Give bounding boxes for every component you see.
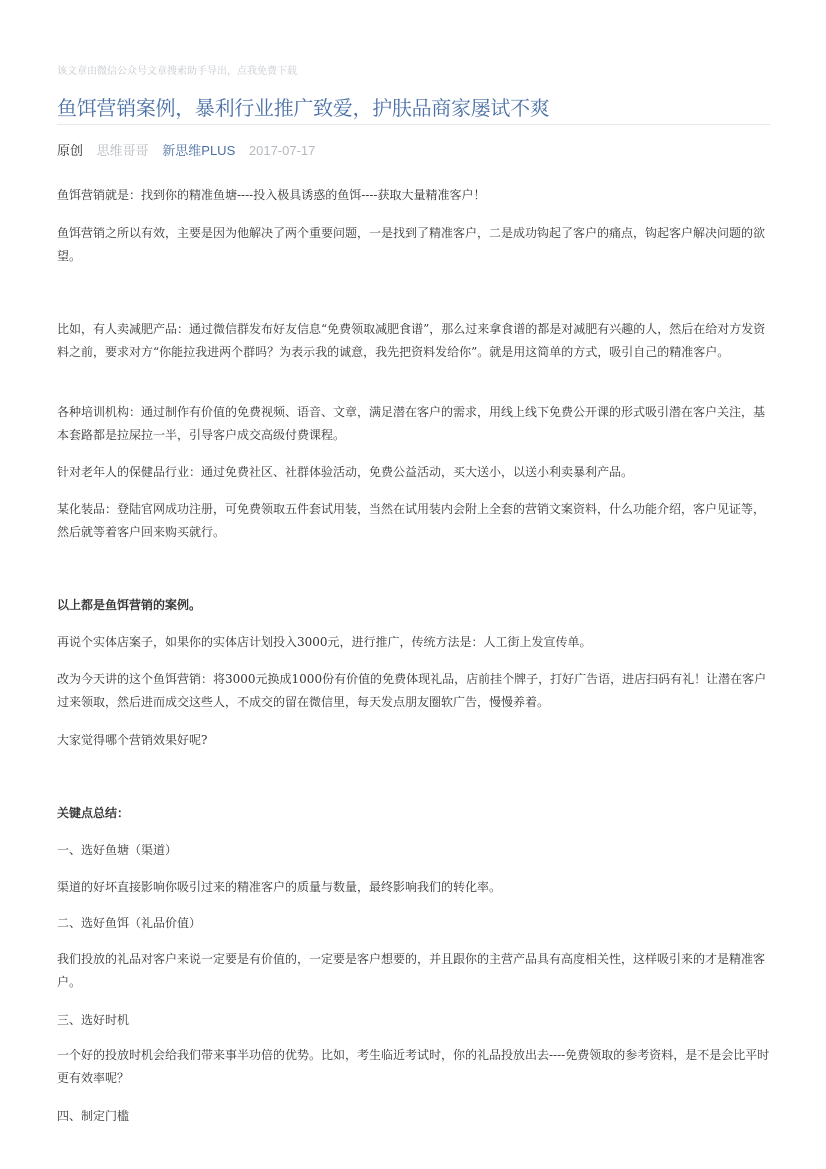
title-divider	[57, 124, 770, 125]
publish-date: 2017-07-17	[248, 143, 316, 158]
paragraph: 针对老年人的保健品行业：通过免费社区、社群体验活动，免费公益活动，买大送小，以送小利卖暴利产品。	[57, 465, 634, 479]
list-heading: 二、选好鱼饵（礼品价值）	[57, 916, 202, 930]
list-heading: 三、选好时机	[57, 1013, 130, 1027]
paragraph: 鱼饵营销就是：找到你的精准鱼塘----投入极具诱惑的鱼饵----获取大量精准客户！	[57, 188, 486, 202]
paragraph: 比如，有人卖减肥产品：通过微信群发布好友信息“免费领取减肥食谱”，那么过来拿食谱的都是对减肥有兴趣的人，然后在给对方发资料之前，要求对方“你能拉我进两个群吗？为表示我的诚意，我先把资料发给你”。就是用这简单的方式，吸引自己的精准客户。	[57, 322, 766, 359]
paragraph: 渠道的好坏直接影响你吸引过来的精准客户的质量与数量，最终影响我们的转化率。	[57, 880, 502, 894]
paragraph: 再说个实体店案子，如果你的实体店计划投入3000元，进行推广，传统方法是：人工街上发宣传单。	[57, 635, 592, 649]
section-heading: 以上都是鱼饵营销的案例。	[57, 598, 202, 612]
original-tag: 原创	[57, 143, 84, 158]
section-heading: 关键点总结：	[57, 806, 130, 820]
article-meta	[57, 140, 325, 159]
list-heading: 四、制定门槛	[57, 1109, 130, 1123]
paragraph: 大家觉得哪个营销效果好呢?	[57, 733, 208, 747]
paragraph: 各种培训机构：通过制作有价值的免费视频、语音、文章，满足潜在客户的需求，用线上线下免费公开课的形式吸引潜在客户关注，基本套路都是拉屎拉一半，引导客户成交高级付费课程。	[57, 405, 766, 442]
article-title: 鱼饵营销案例，暴利行业推广致爱，护肤品商家屡试不爽	[57, 98, 550, 120]
list-heading: 一、选好鱼塘（渠道）	[57, 843, 178, 857]
paragraph: 鱼饵营销之所以有效，主要是因为他解决了两个重要问题，一是找到了精准客户，二是成功钩起了客户的痛点，钩起客户解决问题的欲望。	[57, 226, 766, 263]
paragraph: 一个好的投放时机会给我们带来事半功倍的优势。比如，考生临近考试时，你的礼品投放出去----免费领取的参考资料，是不是会比平时更有效率呢？	[57, 1048, 770, 1085]
export-notice-link[interactable]: 该文章由微信公众号文章搜索助手导出，点我免费下载	[57, 66, 297, 77]
author-name: 思维哥哥	[96, 143, 149, 158]
account-link[interactable]: 新思维PLUS	[162, 143, 236, 158]
paragraph: 我们投放的礼品对客户来说一定要是有价值的，一定要是客户想要的，并且跟你的主营产品具有高度相关性，这样吸引来的才是精准客户。	[57, 952, 766, 989]
paragraph: 改为今天讲的这个鱼饵营销：将3000元换成1000份有价值的免费体现礼品，店前挂个牌子，打好广告语，进店扫码有礼！让潜在客户过来领取，然后进而成交这些人，不成交的留在微信里，每天发点朋友圈软广告，慢慢养着。	[57, 672, 767, 709]
paragraph: 某化装品：登陆官网成功注册，可免费领取五件套试用装，当然在试用装内会附上全套的营销文案资料，什么功能介绍，客户见证等，然后就等着客户回来购买就行。	[57, 502, 766, 539]
